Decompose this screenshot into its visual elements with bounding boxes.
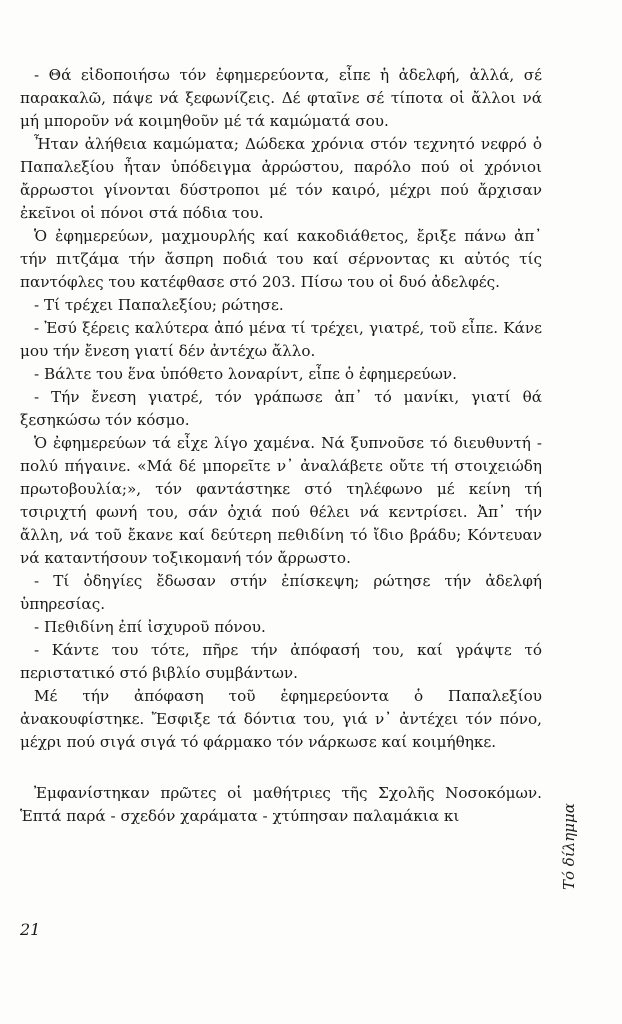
- paragraph: - Τήν ἔνεση γιατρέ, τόν γράπωσε ἀπ᾿ τό μανίκι, γιατί θά ξεσηκώσω τόν κόσμο.: [20, 388, 542, 429]
- section-break: [20, 754, 542, 782]
- paragraph: - Τί ὁδηγίες ἔδωσαν στήν ἐπίσκεψη; ρώτησε τήν ἀδελφή ὑπηρεσίας.: [20, 572, 542, 613]
- page-number: 21: [20, 920, 41, 939]
- paragraph: Ὁ ἐφημερεύων, μαχμουρλής καί κακοδιάθετος, ἔριξε πάνω ἀπ᾿ τήν πιτζάμα τήν ἄσπρη ποδιά του καί σέρνοντας κι αὐτός τίς παντόφλες του κατέφθασε στό 203. Πίσω του οἱ δυό ἀδελφές.: [20, 227, 542, 291]
- paragraph: - Πεθιδίνη ἐπί ἰσχυροῦ πόνου.: [34, 618, 266, 636]
- running-title: Τό δίλημμα: [560, 803, 578, 890]
- paragraph: Ἦταν ἀλήθεια καμώματα; Δώδεκα χρόνια στόν τεχνητό νεφρό ὁ Παπαλεξίου ἦταν ὑπόδειγμα ἀρρώστου, παρόλο πού οἱ χρόνιοι ἄρρωστοι γίνονται δύστροποι μέ τόν καιρό, μέχρι πού ἄρχισαν ἐκεῖνοι οἱ πόνοι στά πόδια του.: [20, 135, 542, 222]
- body-text: [20, 64, 542, 828]
- paragraph: - Τί τρέχει Παπαλεξίου; ρώτησε.: [34, 296, 284, 314]
- paragraph: - Βάλτε του ἕνα ὑπόθετο λοναρίντ, εἶπε ὁ ἐφημερεύων.: [34, 365, 457, 383]
- paragraph: - Ἐσύ ξέρεις καλύτερα ἀπό μένα τί τρέχει, γιατρέ, τοῦ εἶπε. Κάνε μου τήν ἔνεση γιατί δέν ἀντέχω ἄλλο.: [20, 319, 542, 360]
- paragraph: - Θά εἰδοποιήσω τόν ἐφημερεύοντα, εἶπε ἡ ἀδελφή, ἀλλά, σέ παρακαλῶ, πάψε νά ξεφωνίζεις. Δέ φταῖνε σέ τίποτα οἱ ἄλλοι νά μή μποροῦν νά κοιμηθοῦν μέ τά καμώματά σου.: [20, 66, 542, 130]
- closing-paragraph: Ἐμφανίστηκαν πρῶτες οἱ μαθήτριες τῆς Σχολῆς Νοσοκόμων. Ἑπτά παρά - σχεδόν χαράματα - χτύπησαν παλαμάκια κι: [20, 784, 542, 825]
- paragraph: Ὁ ἐφημερεύων τά εἶχε λίγο χαμένα. Νά ξυπνοῦσε τό διευθυντή - πολύ πήγαινε. «Μά δέ μπορεῖτε ν᾿ ἀναλάβετε οὔτε τή στοιχειώδη πρωτοβουλία;», τόν φαντάστηκε στό τηλέφωνο μέ κείνη τή τσιριχτή φωνή του, σάν ὀχιά πού θέλει νά κεντρίσει. Ἀπ᾿ τήν ἄλλη, νά τοῦ ἔκανε καί δεύτερη πεθιδίνη τό ἴδιο βράδυ; Κόντευαν νά καταντήσουν τοξικομανή τόν ἄρρωστο.: [20, 434, 542, 567]
- paragraph: Μέ τήν ἀπόφαση τοῦ ἐφημερεύοντα ὁ Παπαλεξίου ἀνακουφίστηκε. Ἔσφιξε τά δόντια του, γιά ν᾿ ἀντέχει τόν πόνο, μέχρι πού σιγά σιγά τό φάρμακο τόν νάρκωσε καί κοιμήθηκε.: [20, 687, 542, 751]
- paragraph: - Κάντε του τότε, πῆρε τήν ἀπόφασή του, καί γράψτε τό περιστατικό στό βιβλίο συμβάντων.: [20, 641, 542, 682]
